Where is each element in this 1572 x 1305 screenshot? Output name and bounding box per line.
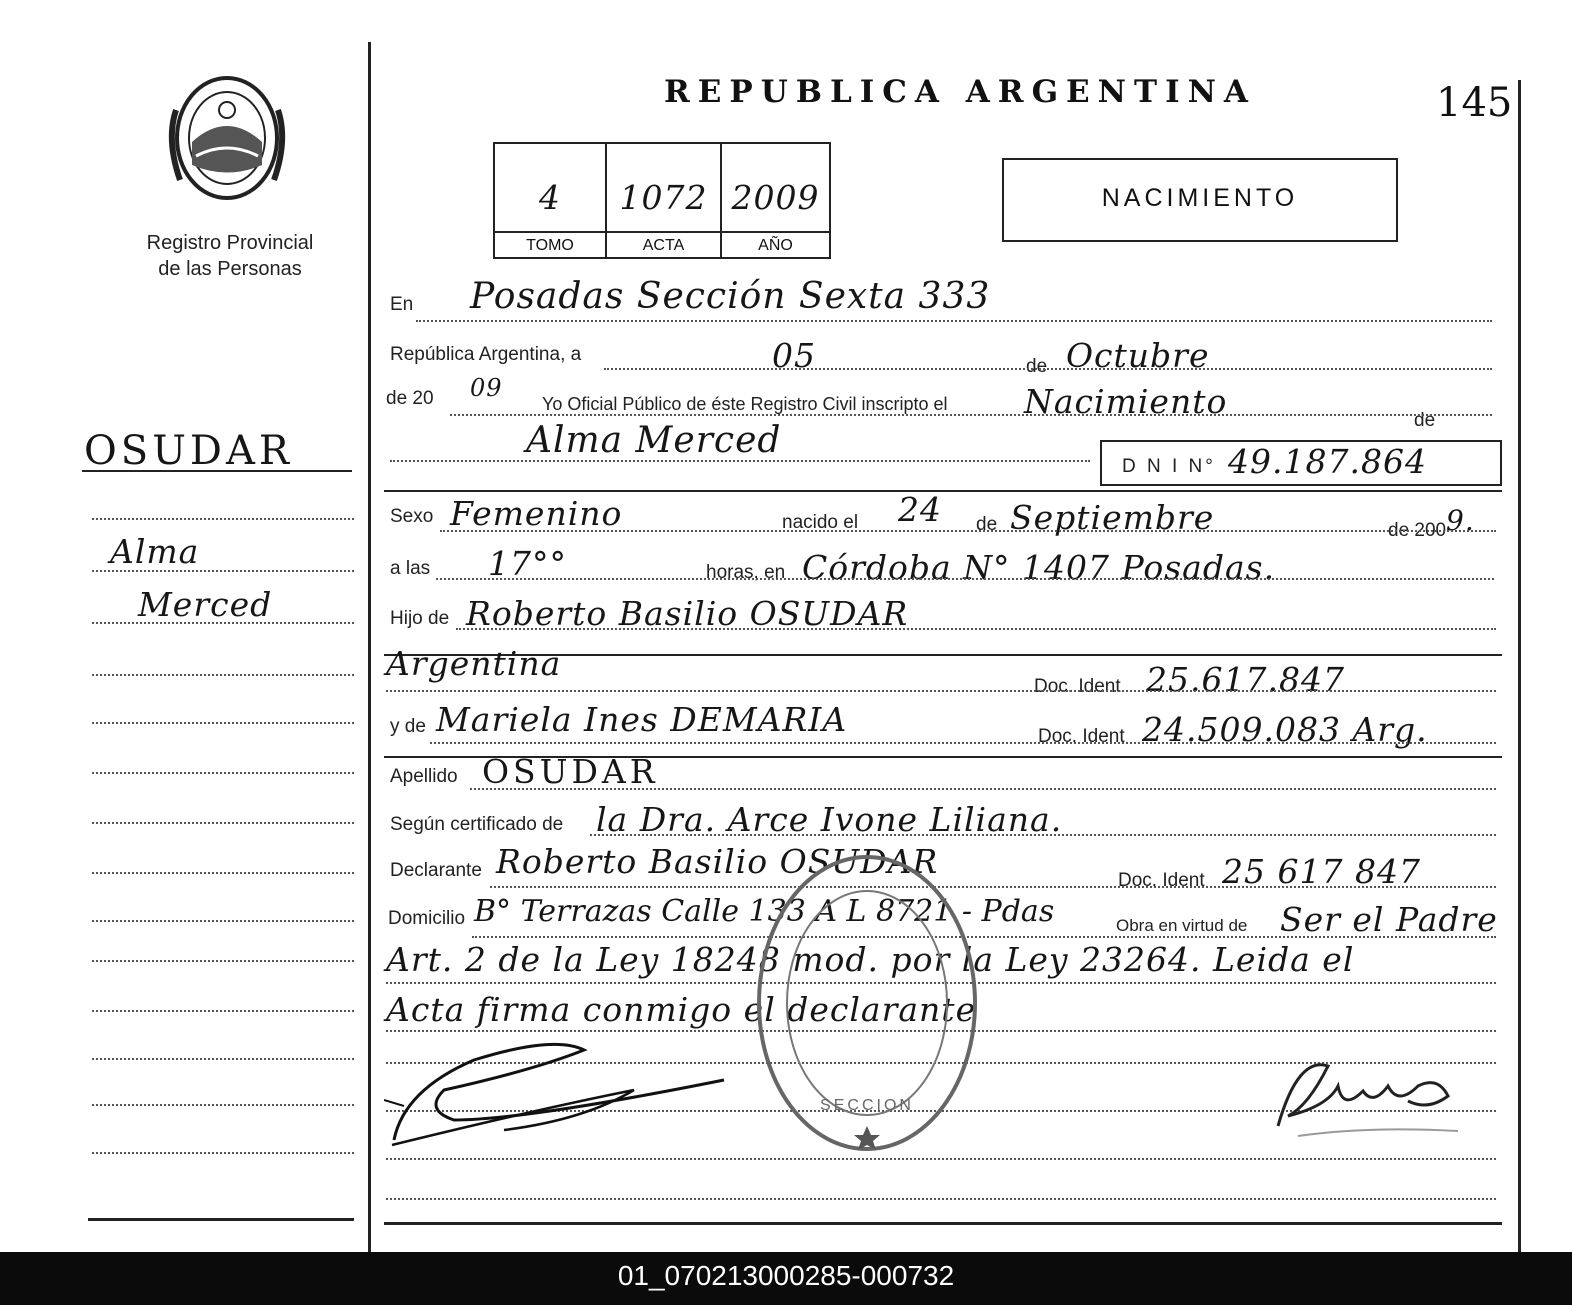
tomo-label: TOMO xyxy=(495,231,605,255)
form-line xyxy=(470,788,1496,790)
acta-label: ACTA xyxy=(607,231,720,255)
extra-line-2: Acta firma conmigo el declarante xyxy=(386,990,977,1029)
section-rule xyxy=(384,490,1502,492)
barcode-id: 01_070213000285-000732 xyxy=(617,1260,955,1291)
country-title: REPUBLICA ARGENTINA xyxy=(664,74,1256,110)
nacido-year: 9. xyxy=(1446,504,1475,537)
margin-bottom-rule xyxy=(88,1218,354,1221)
oficial-label: Yo Oficial Público de éste Registro Civil inscripto el xyxy=(542,394,948,414)
nacido-month: Septiembre xyxy=(1010,498,1215,537)
padre-doc: 25.617.847 xyxy=(1146,660,1345,699)
margin-rule xyxy=(82,470,352,472)
form-line xyxy=(456,628,1496,630)
declarante-label: Declarante xyxy=(390,860,482,881)
margin-line xyxy=(92,1058,354,1060)
margin-line xyxy=(92,772,354,774)
madre-doc-label: Doc. Ident xyxy=(1038,726,1125,747)
form-line xyxy=(604,368,1492,370)
sexo-label: Sexo xyxy=(390,506,434,527)
declarant-signature xyxy=(384,1030,744,1160)
margin-line xyxy=(92,960,354,962)
dni-value: 49.187.864 xyxy=(1228,442,1427,481)
form-line xyxy=(590,834,1496,836)
official-seal xyxy=(752,848,982,1158)
nacido-label: nacido el xyxy=(782,512,859,533)
apellido-label: Apellido xyxy=(390,766,458,787)
en-label: En xyxy=(390,294,414,315)
form-line xyxy=(440,530,1496,532)
margin-line xyxy=(92,622,354,624)
margin-line xyxy=(92,570,354,572)
apellido-value: OSUDAR xyxy=(482,752,659,791)
horas-label: horas, en xyxy=(706,562,786,583)
footer-bar xyxy=(0,1252,1572,1305)
hijo-label: Hijo de xyxy=(390,608,450,629)
domicilio-label: Domicilio xyxy=(388,908,466,929)
office-name-line2: de las Personas xyxy=(158,258,302,280)
form-line xyxy=(416,320,1492,322)
acta-value: 1072 xyxy=(619,178,708,217)
record-type-box xyxy=(1002,158,1398,242)
margin-line xyxy=(92,1152,354,1154)
declarante-doc: 25 617 847 xyxy=(1222,852,1421,891)
obra-value: Ser el Padre xyxy=(1280,900,1498,939)
year-value: 09 xyxy=(470,374,503,402)
segun-label: Según certificado de xyxy=(390,814,564,835)
segun-value: la Dra. Arce Ivone Liliana. xyxy=(596,800,1063,839)
margin-line xyxy=(92,822,354,824)
margin-line xyxy=(92,722,354,724)
madre-value: Mariela Ines DEMARIA xyxy=(436,700,848,739)
month-value: Octubre xyxy=(1066,336,1210,375)
form-line xyxy=(386,1198,1496,1200)
form-line xyxy=(490,886,1496,888)
nacido-day: 24 xyxy=(898,490,942,529)
provincial-emblem xyxy=(162,70,292,210)
official-signature xyxy=(1268,1036,1468,1146)
yde-label: y de xyxy=(390,716,426,737)
en-value: Posadas Sección Sexta 333 xyxy=(470,276,991,317)
margin-line xyxy=(92,674,354,676)
margin-surname: OSUDAR xyxy=(84,428,293,474)
record-type: NACIMIENTO xyxy=(1101,184,1299,212)
child-name: Alma Merced xyxy=(526,420,782,461)
margin-name-line2: Merced xyxy=(138,585,273,624)
form-line xyxy=(450,414,1492,416)
de20-label: de 20 xyxy=(386,388,434,409)
sexo-value: Femenino xyxy=(450,494,623,533)
column-divider xyxy=(368,42,371,1252)
margin-name-line1: Alma xyxy=(110,532,200,571)
form-line xyxy=(386,690,1496,692)
office-name-line1: Registro Provincial xyxy=(146,232,314,254)
republica-label: República Argentina, a xyxy=(390,344,582,365)
extra-line-1: Art. 2 de la Ley 18248 mod. por la Ley 23264. Leida el xyxy=(386,940,1355,979)
lugar-value: Córdoba N° 1407 Posadas. xyxy=(802,548,1276,587)
padre-doc-label: Doc. Ident xyxy=(1034,676,1121,697)
form-line xyxy=(436,578,1494,580)
alas-label: a las xyxy=(390,558,431,579)
declarante-doc-label: Doc. Ident xyxy=(1118,870,1205,891)
madre-doc: 24.509.083 Arg. xyxy=(1142,710,1428,749)
dni-box xyxy=(1100,440,1502,486)
seal-text: SECCION xyxy=(820,1097,914,1114)
form-line xyxy=(430,742,1496,744)
de2000-label: de 200 xyxy=(1388,520,1447,541)
bottom-rule xyxy=(384,1222,1502,1225)
form-line xyxy=(390,460,1090,462)
de-label: de xyxy=(1026,356,1048,377)
dni-label: D N I N° xyxy=(1122,456,1216,477)
padre-value: Roberto Basilio OSUDAR xyxy=(466,594,909,633)
obra-label: Obra en virtud de xyxy=(1116,916,1248,935)
domicilio-value: B° Terrazas Calle 133 A L 8721 - Pdas xyxy=(474,894,1055,929)
margin-line xyxy=(92,518,354,520)
margin-line xyxy=(92,1104,354,1106)
day-value: 05 xyxy=(772,336,816,375)
oficial-value: Nacimiento xyxy=(1024,382,1228,421)
tomo-value: 4 xyxy=(539,178,561,217)
hora-value: 17°° xyxy=(488,544,567,583)
de-label-2: de xyxy=(1414,410,1436,431)
registry-box xyxy=(493,142,831,259)
right-border xyxy=(1518,80,1521,1252)
form-line xyxy=(472,936,1496,938)
margin-line xyxy=(92,920,354,922)
anio-label: AÑO xyxy=(722,231,829,255)
padre-nacionalidad: Argentina xyxy=(386,644,562,683)
de-label-3: de xyxy=(976,514,998,535)
margin-line xyxy=(92,1010,354,1012)
margin-line xyxy=(92,872,354,874)
declarante-value: Roberto Basilio OSUDAR xyxy=(496,842,939,881)
anio-value: 2009 xyxy=(731,178,820,217)
page-number: 145 xyxy=(1436,80,1513,126)
